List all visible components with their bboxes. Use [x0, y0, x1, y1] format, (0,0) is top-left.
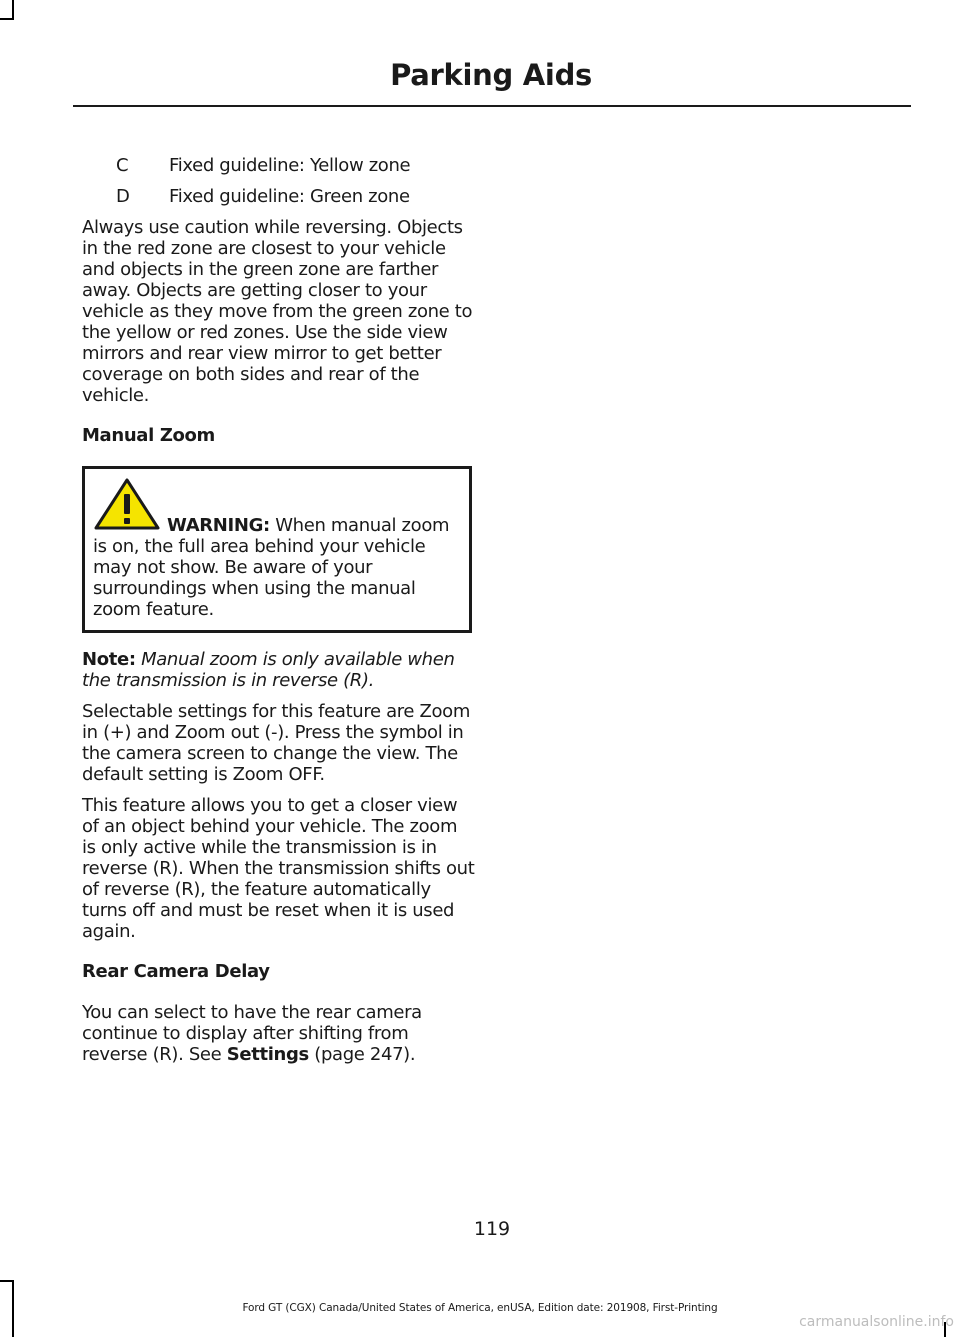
key-description: Fixed guideline: Yellow zone	[169, 155, 411, 176]
crop-mark-bottom-left-h	[0, 1280, 14, 1282]
content-column	[82, 155, 476, 1075]
manual-zoom-heading: Manual Zoom	[82, 425, 215, 446]
footer-edition-info: Ford GT (CGX) Canada/United States of America, enUSA, Edition date: 201908, First-Printing	[242, 1302, 718, 1314]
note-text: Manual zoom is only available when the transmission is in reverse (R).	[82, 649, 455, 691]
header-divider	[73, 105, 911, 107]
note-label: Note:	[82, 649, 136, 670]
key-item-c	[82, 155, 476, 176]
page-number: 119	[473, 1218, 511, 1240]
key-letter: D	[116, 186, 130, 207]
warning-label: WARNING:	[167, 515, 270, 536]
note-paragraph	[82, 649, 476, 691]
key-item-d	[82, 186, 476, 207]
warning-triangle-icon	[93, 477, 161, 531]
zoom-feature-paragraph: This feature allows you to get a closer view of an object behind your vehicle. The zoom is only active while the transmission is in reverse (R). When the transmission shifts out of reverse (R), the feature automatically turns off and must be reset when it is used again.	[82, 795, 475, 942]
rear-camera-delay-text: You can select to have the rear camera continue to display after shifting from reverse (R). See	[82, 1002, 422, 1065]
zoom-settings-paragraph: Selectable settings for this feature are Zoom in (+) and Zoom out (-). Press the symbol in the camera screen to change the view. The default setting is Zoom OFF.	[82, 701, 471, 785]
settings-link[interactable]: Settings	[226, 1044, 309, 1065]
watermark: carmanualsonline.info	[799, 1314, 954, 1330]
key-description: Fixed guideline: Green zone	[169, 186, 410, 207]
rear-camera-delay-paragraph	[82, 1002, 476, 1065]
warning-text: When manual zoom is on, the full area behind your vehicle may not show. Be aware of your surroundings when using the manual zoom feature.	[93, 515, 450, 620]
intro-paragraph: Always use caution while reversing. Objects in the red zone are closest to your vehicle and objects in the green zone are farther away. Objects are getting closer to your vehicle as they move from the green zone to the yellow or red zones. Use the side view mirrors and rear view mirror to get better coverage on both sides and rear of the vehicle.	[82, 217, 473, 406]
page-section-title: Parking Aids	[390, 58, 592, 92]
page-reference: (page 247).	[308, 1044, 416, 1065]
crop-mark-top-left	[12, 0, 14, 18]
key-letter: C	[116, 155, 129, 176]
warning-box	[82, 466, 472, 633]
crop-mark-top-left-h	[0, 18, 14, 20]
rear-camera-delay-heading: Rear Camera Delay	[82, 961, 270, 982]
